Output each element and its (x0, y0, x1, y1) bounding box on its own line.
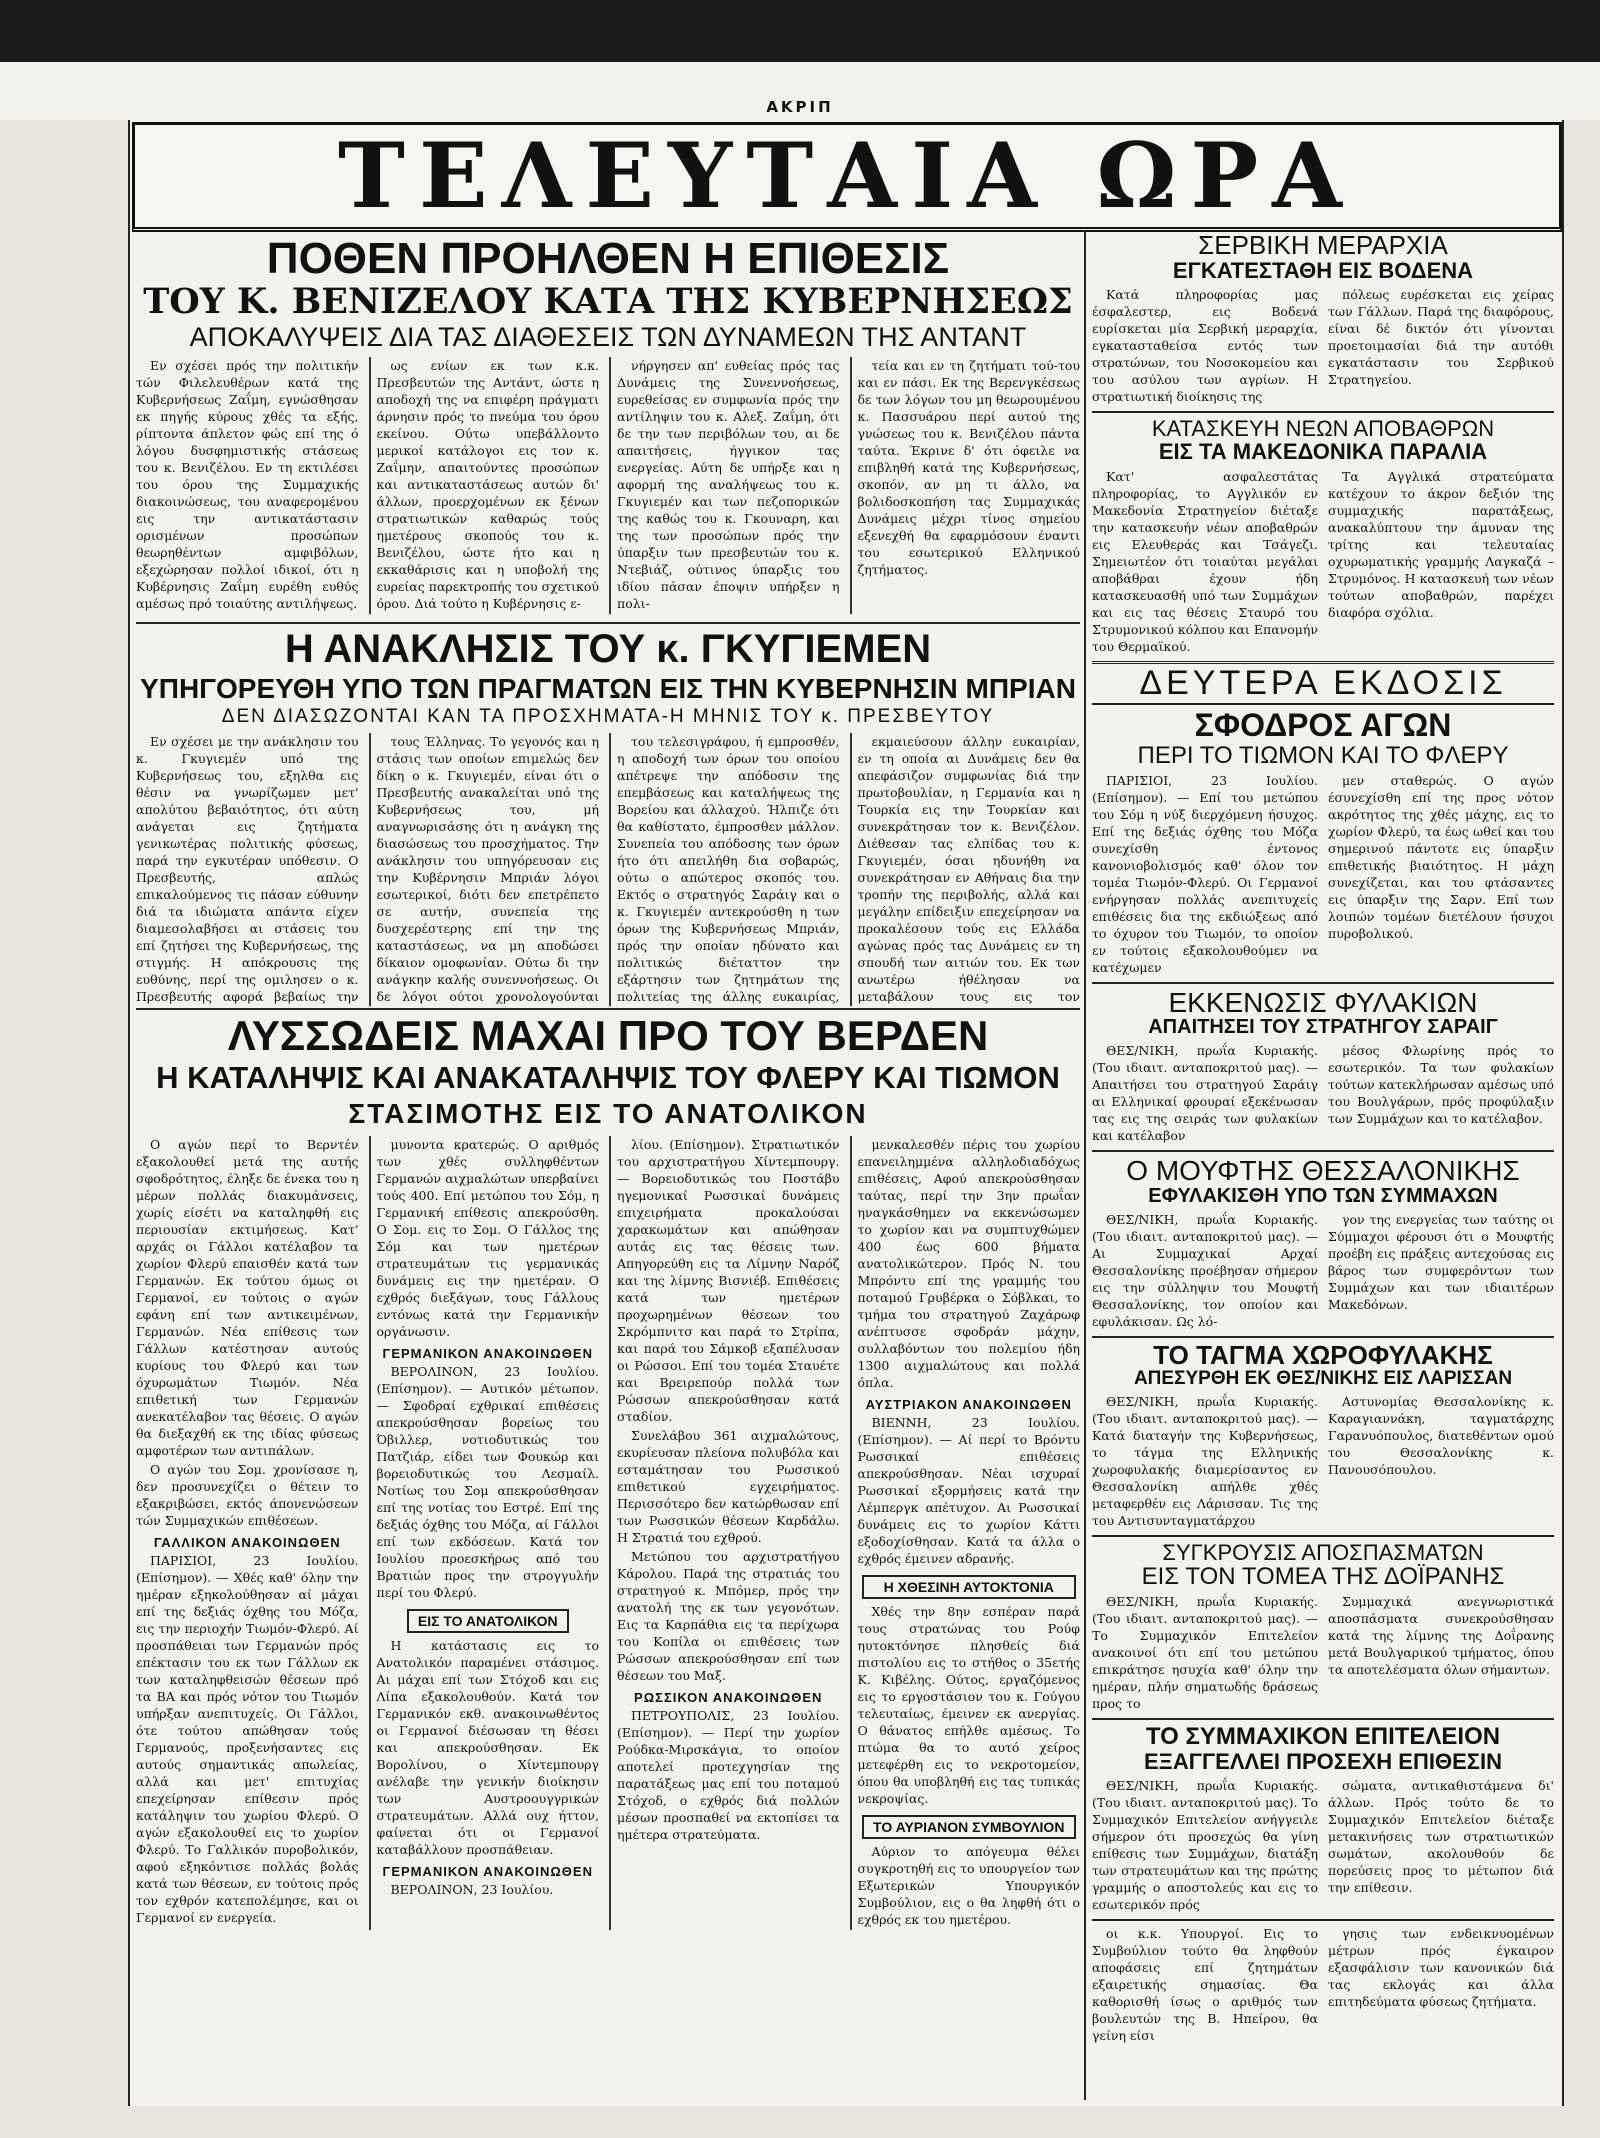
banner-title: ΤΕΛΕΥΤΑΙΑ ΩΡΑ (338, 123, 1356, 229)
headline: ΕΚΚΕΝΩΣΙΣ ΦΥΛΑΚΙΩΝ (1168, 988, 1478, 1018)
deck: ΔΕΝ ΔΙΑΣΩΖΟΝΤΑΙ ΚΑΝ ΤΑ ΠΡΟΣΧΗΜΑΤΑ-Η ΜΗΝΙΣ ΤΟΥ κ. ΠΡΕΣΒΕΥΤΟΥ (221, 707, 995, 728)
article-text: ΘΕΣ/ΝΙΚΗ, πρωΐα Κυριακής. (Του ιδιαιτ. ανταποκριτού μας). — Αι Συμμαχικαί Αρχαί Θεσσαλονίκης προέβησαν σήμερον εις την σύλληψιν του Μουφτή Θεσσαλονίκης, τον οποίον και εφυλάκισαν. Ως λό- (1092, 1211, 1318, 1329)
headline: ΣΥΓΚΡΟΥΣΙΣ ΑΠΟΣΠΑΣΜΑΤΩΝ (1162, 1541, 1484, 1565)
subheadline: ΕΦΥΛΑΚΙΣΘΗ ΥΠΟ ΤΩΝ ΣΥΜΜΑΧΩΝ (1148, 1185, 1498, 1207)
boxed-heading: ΕΙΣ ΤΟ ΑΝΑΤΟΛΙΚΟΝ (407, 1609, 570, 1633)
story-venizelos (136, 232, 1080, 620)
subheadline: ΕΓΚΑΤΕΣΤΑΘΗ ΕΙΣ ΒΟΔΕΝΑ (1172, 259, 1474, 283)
story-verdun (136, 1014, 1080, 2100)
subheadline: ΕΙΣ ΤΑ ΜΑΚΕΔΟΝΙΚΑ ΠΑΡΑΛΙΑ (1158, 440, 1488, 464)
subheadline: ΕΞΑΓΓΕΛΛΕΙ ΠΡΟΣΕΧΗ ΕΠΙΘΕΣΙΝ (1144, 1749, 1502, 1773)
article-text: σώματα, αντικαθιστάμενα δι' άλλων. Πρός τούτο δε το Συμμαχικόν Επιτελείον διέταξε μετακινήσεις των στρατιωτικών σωμάτων, ακολουθούν δε πορεύσεις προς το μέτωπον διά την επίθεσιν. (1328, 1777, 1554, 1895)
section-rule (136, 622, 1080, 624)
story-guillemin (136, 628, 1080, 1006)
deck: ΣΤΑΣΙΜΟΤΗΣ ΕΙΣ ΤΟ ΑΝΑΤΟΛΙΚΟΝ (348, 1098, 868, 1129)
column-rule (1084, 230, 1086, 2100)
headline: ΤΟ ΤΑΓΜΑ ΧΩΡΟΦΥΛΑΚΗΣ (1153, 1341, 1493, 1370)
article-text: ως ενίων εκ των κ.κ. Πρεσβευτών της Αντάντ, ώστε η αποδοχή της να επιφέρη πράγματι άρνησιν πρός το πνεύμα του όρου εκείνου. Ούτω υπεβάλλοντο μερικοί κατάλογοι εις τον κ. Ζαΐμην, απαιτούντες προσώπων και αντικαταστάσεως αυτών δι' άλλων, προερχομένων εκ ξένων στρατιωτικών καθαρώς τούς ημετέρους σκοπούς του κ. Βενιζέλου, ώστε ήτο και η εκκαθάρισις και η υποβολή της ευρείας παρεκτροπής του σχετικού όρου. Διά τούτο η Κυβέρνησις ε- (376, 358, 599, 612)
article-text: Τα Αγγλικά στρατεύματα κατέχουν το άκρον δεξιόν της συμμαχικής παρατάξεως, ανακαλύπτουν την άμυναν της τρίτης και τελευταίας οχυρωματικής γραμμής Λαγκαζά – Στρυμόνος. Η κατασκευή των νέων τούτων αποβαθρών, παρέχει διαφόρα σχόλια. (1328, 468, 1554, 620)
headline: ΣΦΟΔΡΟΣ ΑΓΩΝ (1194, 709, 1452, 743)
headline: ΣΕΡΒΙΚΗ ΜΕΡΑΡΧΙΑ (1198, 232, 1448, 260)
article-text: τους Έλληνας. Το γεγονός και η στάσις των οποίων επιμελώς δεν δίκη ο κ. Γκυγιεμέν, είναι ότι ο Πρεσβευτής ανακαλείται υπό της Κυβερνήσεως του, μή αναγνωρισάσης ότι η ανάγκη της διασώσεως του προσχήματος. Την ανάκλησιν του υπηγόρευσαν εις την Κυβέρνησιν Μπριάν λόγοι εσωτερικοί, διότι δεν επετρέπετο σε αυτήν, συνεπεία της δυσχερέστερης επί την της καταστάσεως, να μη αποδώσει δίκαιον ομοφωνίαν. Ούτω δι την ανάγκην καλής συνεννοήσεως. Οι δε λόγοι ούτοι χρονολογούνται (376, 734, 599, 1005)
article-text: ΘΕΣ/ΝΙΚΗ, πρωΐα Κυριακής. (Του ιδιαιτ. ανταποκριτού μας). — Απαιτήσει του στρατηγού Σαράιγ αι Ελληνικαί φρουραί εξεκένωσαν τας εις της σειράς των φυλακίων και κατέλαβον (1092, 1043, 1318, 1144)
headline: Η ΑΝΑΚΛΗΣΙΣ ΤΟΥ κ. ΓΚΥΓΙΕΜΕΝ (284, 628, 932, 670)
second-edition-heading: ΔΕΥΤΕΡΑ ΕΚΔΟΣΙΣ (1139, 665, 1507, 702)
communique-text: ΠΕΤΡΟΥΠΟΛΙΣ, 23 Ιουλίου. (Επίσημον). — Περί την χωρίον Ρούδκα-Μιρσκάγια, το οποίον αποτελεί προτεχγησίαν της παρατάξεως μας επί του ποταμού Στόχοδ, ο εχθρός διά πολλών μέσων προσπαθεί να εκτοπίσει τα ημέτερα στρατεύματα. (617, 1708, 840, 1843)
article-text: ΠΑΡΙΣΙΟΙ, 23 Ιουλίου. (Επίσημον). — Επί του μετώπου του Σόμ η νύξ διερχόμενη ήσυχος. Επί της δεξιάς όχθης του Μόζα συνεχίσθη έντονος κανονιοβολισμός καθ' όλον τον τομέα Τιωμόν-Φλερύ. Οι Γερμανοί ενήργησαν πολλάς ανεπιτυχείς επιθέσεις δια της εκδιώξεως από το όχυρον του Τιωμόν, το οποίον εν τούτοις εξακολουθούμεν να κατέχωμεν (1092, 773, 1318, 976)
masthead-small: ΑΚΡΙΠ (766, 98, 834, 116)
article-text: πόλεως ευρέσκεται εις χείρας των Γάλλων. Παρά της διαφόρους, είναι δέ δικτόν ότι γίνονται προετοιμασίαι διά την αυτόθι εγκατάστασιν του Σερβικού Στρατηγείου. (1328, 287, 1554, 388)
communique-heading: ΑΥΣΤΡΙΑΚΟΝ ΑΝΑΚΟΙΝΩΘΕΝ (865, 1397, 1072, 1413)
article-text: Ο αγών περί το Βερντέν εξακολουθεί μετά της αυτής σφοδρότητος, έληξε δε ένεκα του η μέρων πολλάς διακυμάνσεις, χωρίς είσέτι να καταληφθή εις περιουσίαν εκτιμήσεως. Κατ' αρχάς οι Γάλλοι κατέλαβον τα χωρίον Φλερύ επαισθέν κατά των Γερμανών. Εκ τούτου όμως οι Γερμανοί, εν τούτοις ο αγών εφάνη επί των αντικειμένων, Γερμανών. Νέα επίθεσις των Γάλλων κατέστησαν αυτούς κυρίους του Φλερύ και των όχυρωμάτων Τιωμόν. Νέα επιθετική των Γερμανών ανεκατέλαβον τας θέσεις. Ο αγών θα διεξαχθή εκ της ιδίας φύσεως αμφοτέρων των αντιπάλων. (136, 1137, 359, 1459)
headline: ΠΟΘΕΝ ΠΡΟΗΛΘΕΝ Η ΕΠΙΘΕΣΙΣ (266, 236, 950, 283)
headline: ΤΟ ΣΥΜΜΑΧΙΚΟΝ ΕΠΙΤΕΛΕΙΟΝ (1145, 1724, 1501, 1750)
communique-heading: ΓΕΡΜΑΝΙΚΟΝ ΑΝΑΚΟΙΝΩΘΕΝ (382, 1346, 593, 1362)
article-text: γησις των ενδεικνυομένων μέτρων πρός έγκαιρον εξασφάλισιν των κανονικών διά τας εκλογάς και άλλα επιτηδεύματα φύσεως ζητήματα. (1328, 1925, 1554, 2009)
article-text: ΘΕΣ/ΝΙΚΗ, πρωΐα Κυριακής. (Του ιδιαιτ. ανταποκριτού μας). Το Συμμαχικόν Επιτελείον ανήγγειλε σήμερον ότι προσεχώς θα γίνη επίθεσις των Συμμάχων, διατάξη των στρατευμάτων και της πρώτης γραμμής ο αποστολεύς και εις το εσωτερικόν πρός (1092, 1777, 1318, 1912)
article-text: μενκαλεσθέν πέρις του χωρίου επανειλημμένα αλληλοδιαδόχως επιθέσεις, Αφού απεκρούσθησαν ταύτας, περί την 3ην πρωΐαν ηναγκάσθημεν να εκκενώσωμεν το χωρίον και να συμπτυχθώμεν 400 έως 600 βήματα ανατολικώτερον. Πρός Ν. του Μπρόντυ επί της γραμμής του ποταμού Γρυβέρκα ο Σόβλκαι, το τμήμα του στρατηγού Ζαχάρωφ ανέπτυσσε σφοδράν μάχην, συλλαβόντων του πολεμίου ήδη 1300 αιχμαλώτους και πολλά όπλα. (857, 1137, 1080, 1391)
article-text: λίου. (Επίσημον). Στρατιωτικόν του αρχιστρατήγου Χίντεμπουργ. — Βορειοδυτικώς του Ποστάβυ ηγεμονικαί Ρωσσικαί δυνάμεις επιχειρήματα προκαλούσαι χαρακωμάτων και απώθησαν αυτάς εις τας θέσεις των. Απηγορεύθη εις τα Λίμνην Ναρόζ και της λίμνης Βισνιέβ. Επιθέσεις κατά των ημετέρων προχωρημένων θέσεων του Σκρόμπνιτσ και παρά το Στρίπα, και παρά του Σάμκοβ εξαπέλυσαν οι Ρώσσοι. Επί του τομέα Σταυέτε και Βρειρεπούρ πολλά των Ρώσσων απεκρούσθησαν κατά σταδίον. (617, 1137, 840, 1425)
subheadline: ΥΠΗΓΟΡΕΥΘΗ ΥΠΟ ΤΩΝ ΠΡΑΓΜΑΤΩΝ ΕΙΣ ΤΗΝ ΚΥΒΕΡΝΗΣΙΝ ΜΠΡΙΑΝ (140, 674, 1076, 704)
article-text: Συμμαχικά ανεγνωριστικά αποσπάσματα συνεκρούσθησαν κατά της λίμνης της Δοΐρανης μετά Βουλγαρικού τμήματος, όπου τα αποτελέσματα όλων σήμαντων. (1328, 1594, 1554, 1678)
subheadline: ΕΙΣ ΤΟΝ ΤΟΜΕΑ ΤΗΣ ΔΟΪΡΑΝΗΣ (1141, 1564, 1505, 1590)
subheadline: Η ΚΑΤΑΛΗΨΙΣ ΚΑΙ ΑΝΑΚΑΤΑΛΗΨΙΣ ΤΟΥ ΦΛΕΡΥ ΚΑΙ ΤΙΩΜΟΝ (156, 1062, 1060, 1095)
boxed-heading: ΤΟ ΑΥΡΙΑΝΟΝ ΣΥΜΒΟΥΛΙΟΝ (862, 1815, 1077, 1839)
subheadline: ΑΠΑΙΤΗΣΕΙ ΤΟΥ ΣΤΡΑΤΗΓΟΥ ΣΑΡΑΙΓ (1148, 1017, 1498, 1039)
article-text: του τελεσιγράφου, ή εμπροσθέν, η αποδοχή των όρων του οποίου απέτρεψε την απόδοσιν της επεμβάσεως και καταλήψεως της Βορείου και άλλαχού. Ήλπιζε ότι θα καθίστατο, έμπροσθεν μάλλον. Συνεπεία του απόδοσης των όρων ήτο ότι απειλήθη δια σοβαρώς, ούτω ο απώτερος σκοπός του. Εκτός ο στρατηγός Σαράιγ και ο κ. Γκυγιεμέν αντεκρούσθη η των όρων της Κυβερνήσεως Μπριάν, πρός την οποίαν ηδύνατο και πολιτικώς διέταττον την εξάρτησιν των ζητημάτων της πολιτείας της άλλης ευκαιρίας, (617, 734, 840, 1005)
article-text: μυνοντα κρατερώς. Ο αριθμός των χθές συλληφθέντων Γερμανών αιχμαλώτων υπερβαίνει τούς 400. Επί μετώπου του Σόμ, η Γερμανική επίθεσις απεκρούσθη. Ο Σομ. εις το Σομ. Ο Γάλλος της Σόμ και των ημετέρων στρατευμάτων τις γερμανικάς δυνάμεις εις την ημετέραν. Ο εχθρός διεξάγων, τους Γάλλους εντόνως κατά την Γερμανικήν οργάνωσιν. (376, 1137, 599, 1340)
article-text: μεν σταθερώς. Ο αγών έσυνεχίσθη επί της προς νότον ακρότητος της χθές μάχης, εις το χωρίον Φλερύ, τα έως ωθεί και του σημερινού πάντοτε εις ύπαρξιν επιθετικής βιαιότητος. Η μάχη συνεχίζεται, και του φτάσαντες εις ύπαρξιν της Σαρν. Επί των λοιπών τομέων διετέλουν ήσυχοι πυροβολικού. (1328, 773, 1554, 942)
communique-text: ΠΑΡΙΣΙΟΙ, 23 Ιουλίου. (Επίσημον). — Χθές καθ' όλην την ημέραν εξηκολούθησαν αί μάχαι επί της δεξιάς όχθης του Μόζα, εις την περιοχήν Τιωμόν-Φλερύ. Αί προσπάθειαι των Γερμανών πρός επέκτασιν του εκ των Γάλλων εκ των καταληφθεισών θέσεων πρό τα ΒΑ και πρός νότον του Τιωμόν υπήρξαν ανεπιτυχείς. Οι Γάλλοι, ότε τούτου απώθησαν τούς Γερμανούς, προξενήσαντες εις αυτούς σημαντικάς απωλείας, αλλά και μετ' επιτυχίας επεχείρησαν επίθεσιν πρός κατάληψιν του χωρίου Φλερύ. Ο αγών εξακολουθεί εις το χωρίον Φλερύ. Το Γαλλικόν πυροβολικόν, αφού εξηκόντισε πολλάς βολάς κατά των θέσεων, εν τούτοις πρός τον εχθρόν κατεπολέμησε, και οι Γερμανοί εν ενεργεία. (136, 1553, 359, 1926)
article-text: Συνελάβου 361 αιχμαλώτους, εκυρίευσαν πλείονα πολυβόλα και εσταμάτησαν του Ρωσσικού επιθετικού εγχειρήματος. Περισσότερο δεν κατώρθωσαν επί των Ρωσσικών θέσεων Καρδάλω. Η Στρατιά του εχθρού. (617, 1428, 840, 1546)
boxed-heading: Η ΧΘΕΣΙΝΗ ΑΥΤΟΚΤΟΝΙΑ (862, 1575, 1077, 1599)
article-text: μέσος Φλωρίνης πρός το εσωτερικόν. Τα των φυλακίων τούτων κατεκλήρωσαν αμέσως υπό του Βουλγάρων, πρός προφύλαξιν των Συμμάχων και το κατέλαβον. (1328, 1043, 1554, 1127)
article-text: Εν σχέσει πρός την πολιτικήν τών Φιλελευθέρων κατά της Κυβερνήσεως Ζαΐμη, εγνώσθησαν εκ πηγής κύρους χθές τα εξής, ρίπτοντα άπλετον φώς επί της ό λόγου δυσφημιστικής στάσεως του κ. Βενιζέλου. Εν τη εκτιλέσει του όρου της Συμμαχικής διακοινώσεως, του αναφερομένου εις την αντικατάστασιν ορισμένων προσώπων θεωρηθέντων αμφιβόλων, εξεχώρησαν πολλοί ιδικοί, ότι η Κυβέρνησις Ζαΐμη ευρέθη ευθύς αμέσως πρό τοιαύτης αντιλήψεως. (136, 358, 359, 612)
article-text: Η κατάστασις εις το Ανατολικόν παραμένει στάσιμος. Αι μάχαι επί των Στόχοδ και εις Λίπα εξακολουθούν. Κατά τον Γερμανικόν εκθ. ανακοινωθέντος οι Γερμανοί διέσωσαν τη θέσει και απεκρούσθησαν. Εκ Βορολίνου, ο Χίντεμπουργ ανέλαβε την γενικήν διοίκησιν των Αυστροουγγρικών στρατευμάτων. Αλλά ουχ ήττον, φαίνεται ότι οι Γερμανοί καταβάλλουν προσπάθειαν. (376, 1638, 599, 1858)
headline: ΛΥΣΣΩΔΕΙΣ ΜΑΧΑΙ ΠΡΟ ΤΟΥ ΒΕΡΔΕΝ (227, 1014, 989, 1059)
article-text: εκμαιεύσουν άλλην ευκαιρίαν, εν τη οποία αι Δυνάμεις δεν θα απεφάσιζον συμφωνίας διά την πρωτοβουλίαν, η Γερμανία και η Τουρκία εις την Τουρκίαν και συνεκράτησαν τον κ. Βενιζέλον. Διέθεσαν τας ελπίδας του κ. Γκυγιεμέν, όσαι ηδυνήθη να συνεκράτησαν εν Αθήναις δια την τροπήν της περιβολής, αλλά και μεγάλην επίδειξιν επεχείρησαν να προκαλέσουν τούς εις Ελλάδα αγώνας πρός τας Δυνάμεις εν τη σπουδή των αιτιών του. Εκ των ανωτέρω ήθέλησαν να μεταβάλουν τους εις τον (857, 734, 1080, 1005)
article-text: νήργησεν απ' ευθείας πρός τας Δυνάμεις της Συνεννοήσεως, ευρεθείσας εν συμφωνία πρός την αντίληψιν του κ. Αλεξ. Ζαΐμη, ότι δε την των περιβόλων του, αι δε απαιτήσεις, ήγγικον τας ενεργείας. Αύτη δε υπήρξε και η αφορμή της αναλήψεως του κ. Γκυγιεμέν και των πεζοπορικών της καθώς του κ. Γκουναρη, και της των προσώπων πρός την ύπαρξιν των πρεσβευτών του κ. Ντεβιάζ, ούτινος ύπαρξις του ιδίου πάσαν έποψιν υπήρξεν η πολι- (617, 358, 840, 612)
article-text: Ο αγών του Σομ. χρονίσασε η, δεν προσυνεχίζει ο θέτειν το εξακριβώσει, εκτός άπονενώσεων τών Συμμαχικών επιθέσεων. (136, 1462, 359, 1529)
headline: Ο ΜΟΥΦΤΗΣ ΘΕΣΣΑΛΟΝΙΚΗΣ (1126, 1156, 1520, 1186)
communique-heading: ΡΩΣΣΙΚΟΝ ΑΝΑΚΟΙΝΩΘΕΝ (634, 1690, 823, 1706)
communique-heading: ΓΑΛΛΙΚΟΝ ΑΝΑΚΟΙΝΩΘΕΝ (153, 1535, 341, 1551)
article-text: Κατά πληροφορίας μας έσφαλεστερ, εις Βοδενά ευρίσκεται μία Σερβική μεραρχία, εγκατασταθείσα εντός των στρατώνων, του Νοσοκομείου και του ασύλου των αγρίων. Η στρατιωτική διοίκησις της (1092, 287, 1318, 405)
right-column (1092, 232, 1554, 2100)
communique-heading: ΓΕΡΜΑΝΙΚΟΝ ΑΝΑΚΟΙΝΩΘΕΝ (382, 1864, 593, 1880)
headline: ΚΑΤΑΣΚΕΥΗ ΝΕΩΝ ΑΠΟΒΑΘΡΩΝ (1151, 417, 1495, 441)
article-text: Χθές την 8ην εσπέραν παρά τους στρατώνας του Ρούφ ηυτοκτόνησε πλησθείς διά πιστολίου εις το στήθος ο 35ετής Κ. Κιβέλης. Ούτος, εργαζόμενος εις το εργοστάσιον του κ. Γούγου τελευταίως, έμεινεν εκ ανεργίας. Ο θάνατος επήλθε αμέσως. Το πτώμα θα το αυτό χείρος μετεφέρθη εις το νεκροτομείον, όπου θα υποβληθή εις τας τυπικάς νεκροψίας. (857, 1604, 1080, 1807)
section-banner (132, 122, 1562, 232)
article-text: Εν σχέσει με την ανάκλησιν του κ. Γκυγιεμέν υπό της Κυβερνήσεως του, εξηλθα εις θέσιν να γνωρίζωμεν μετ' απολύτου βεβαιότητος, ότι αύτη ανάγεται εις ζητήματα γενικωτέρας πολιτικής φύσεως, παρά την εγκυτέραν υπόθεσιν. Ο Πρεσβευτής, απλώς επικαλούμενος τις πάσαν εύθυνην διά τα ιδιώματα απάντα είχεν διαμεσολαβήσει αι στάσεις του επί ζητήσει της Κυβερνήσεως, της στιγμής. Η απόκρουσις της ευθύνης, περί της ομιλησεν ο κ. Πρεσβευτής αφορά βεβαίως την (136, 734, 359, 1005)
subheadline: ΤΟΥ Κ. ΒΕΝΙΖΕΛΟΥ ΚΑΤΑ ΤΗΣ ΚΥΒΕΡΝΗΣΕΩΣ (143, 284, 1073, 321)
article-text: ΘΕΣ/ΝΙΚΗ, πρωΐα Κυριακής. (Του ιδιαιτ. ανταποκριτού μας). — Κατά διαταγήν της Κυβερνήσεως, το τάγμα της Ελληνικής χωροφυλακής διαμερίσαντος εν Θεσσαλονίκη απήλθε χθές μεταφερθέν εις Λάρισσαν. Τις της του Αντισυνταγματάρχου (1092, 1394, 1318, 1529)
article-text: Αύριον το απόγευμα θέλει συγκροτηθή εις το υπουργείον των Εξωτερικών Υπουργικόν Συμβούλιον, εις ο θα ληφθή ότι ο εχθρός εκ του ημετέρου. (857, 1844, 1080, 1928)
article-text: ΘΕΣ/ΝΙΚΗ, πρωΐα Κυριακής. (Του ιδιαιτ. ανταποκριτού μας). — Το Συμμαχικόν Επιτελείον ανακοινοί ότι επί του μετώπου επικράτησε ησυχία καθ' όλην την ημέραν, πλήν σηματωδής δράσεως προς το (1092, 1594, 1318, 1712)
article-text: οι κ.κ. Υπουργοί. Εις το Συμβούλιον τούτο θα ληφθούν αποφάσεις επί ζητημάτων εξαιρετικής σημασίας. Θα καθορισθή ίσως ο αριθμός των βουλευτών της Β. Ηπείρου, θα γείνη είσι (1092, 1925, 1318, 2043)
deck: ΑΠΟΚΑΛΥΨΕΙΣ ΔΙΑ ΤΑΣ ΔΙΑΘΕΣΕΙΣ ΤΩΝ ΔΥΝΑΜΕΩΝ ΤΗΣ ΑΝΤΑΝΤ (189, 322, 1027, 352)
article-text: γον της ενεργείας των ταύτης οι Σύμμαχοι φέρουσι ότι ο Μουφτής προέβη εις πράξεις αντεχούσας εις βάρος των συμφερόντων των Συμμάχων και των ιδιαιτέρων Μακεδόνων. (1328, 1211, 1554, 1312)
article-text: Μετώπου του αρχιστρατήγου Κάρολου. Παρά της στρατιάς του στρατηγού κ. Μπόμερ, πρός την ανατολή της εκ των γεγονότων. Εις τα Καρπάθια εις τα περίχωρα του Κοπίλα οι επιθέσεις των Ρώσσων απεκρούσθησαν επί των θέσεων του Μαξ. (617, 1549, 840, 1684)
article-text: τεία και εν τη ζητήματι τού-του και εν πάσι. Εκ της Βερενγκέσεως δε των λόγων του μη θεωρουμένου κ. Πασσυάρου περί αυτού της γνώσεως του κ. Βενιζέλου πάντα ταύτα. Έκρινε δ' ότι όφειλε να επιβληθή κατά της Κυβερνήσεως, σκοπόν, αν μη τι άλλο, να βολιδοσκοπήση τας Συμμαχικάς Δυνάμεις μέχρι τίνος σημείου εξενεχθή θα εφαρμόσουν έναντι του εσωτερικού Ελληνικού ζητήματος. (857, 358, 1080, 578)
section-rule (136, 1008, 1080, 1010)
microfilm-dark-border (0, 0, 1600, 62)
subheadline: ΠΕΡΙ ΤΟ ΤΙΩΜΟΝ ΚΑΙ ΤΟ ΦΛΕΡΥ (1137, 742, 1509, 769)
communique-text: ΒΕΡΟΛΙΝΟΝ, 23 Ιουλίου. (390, 1882, 554, 1898)
article-text: Αστυνομίας Θεσσαλονίκης κ. Καραγιαννάκη, ταγματάρχης Γαρανυόπουλος, διατεθέντων ομού του Θεσσαλονίκης κ. Πανουσόπουλου. (1328, 1394, 1554, 1478)
communique-text: ΒΙΕΝΝΗ, 23 Ιουλίου. (Επίσημον). — Αί περί το Βρόντυ Ρωσσικαί επιθέσεις απεκρούσθησαν. Νέαι ισχυραί Ρωσσικαί εξορμήσεις κατά την Λέμπεργκ απέτυχον. Αι Ρωσσικαί δυνάμεις εις το χωρίον Κάττι εξοδοχίσθησαν. Κατά τα άλλα ο εχθρός έμεινεν αδρανής. (857, 1415, 1080, 1567)
subheadline: ΑΠΕΣΥΡΘΗ ΕΚ ΘΕΣ/ΝΙΚΗΣ ΕΙΣ ΛΑΡΙΣΣΑΝ (1133, 1369, 1513, 1390)
article-text: Κατ' ασφαλεστάτας πληροφορίας, το Αγγλικόν εν Μακεδονία Στρατηγείον διέταξε την κατασκευήν νέων αποβαθρών εις Ελευθεράς και Τσάγεζι. Σημειωτέον ότι τοιαύται μεγάλαι αποβάθραι έχουν ήδη κατασκευασθή υπό των Συμμάχων και εις τας θέσεις Σταυρό του Στρυμονικού κόλπου και Επανομήν του Θερμαϊκού. (1092, 468, 1318, 654)
communique-text: ΒΕΡΟΛΙΝΟΝ, 23 Ιουλίου. (Επίσημον). — Αυτικόν μέτωπον. — Σφοδραί εχθρικαί επιθέσεις απεκρούσθησαν βορείως του Όβιλλερ, νοτιοδυτικώς του Πατζιάρ, είδει των Φουκώρ και βορειοδυτικώς του Λεσμαίλ. Νοτίως του Σομ απεκρούσθησαν επί της νοτίας του Εστρέ. Επί της δεξιάς όχθης του Μόζα, αί Γάλλοι επί των εκδόσεων. Κατά τον Ιουλίου προεσκήρως από του Βρατιών προς την στρογγυλήν περί του Φλερύ. (376, 1364, 599, 1601)
